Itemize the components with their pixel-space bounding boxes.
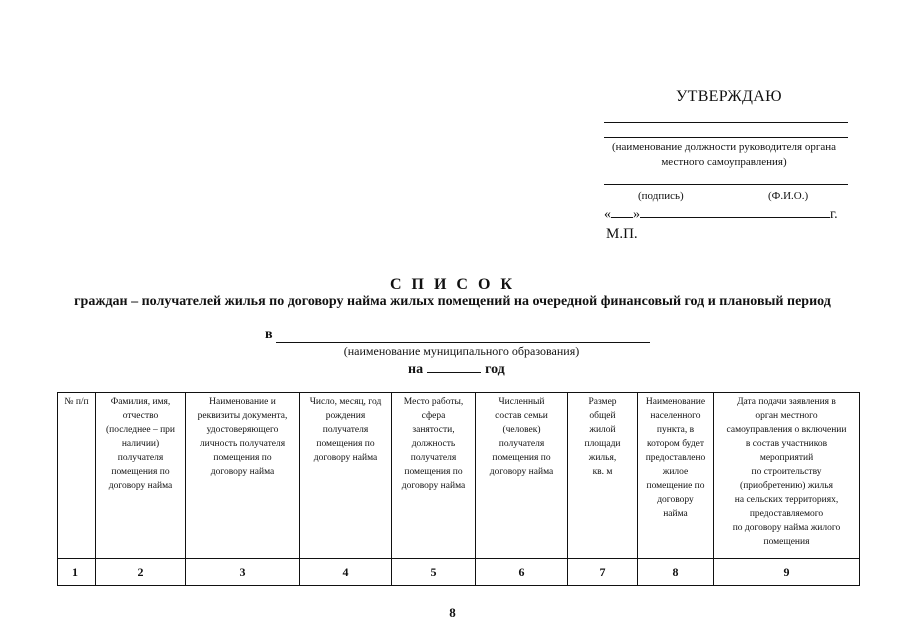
year-label: год bbox=[485, 362, 505, 377]
column-number-cell: 2 bbox=[96, 559, 186, 586]
municipality-caption: (наименование муниципального образования) bbox=[343, 344, 580, 358]
column-number-cell: 3 bbox=[186, 559, 300, 586]
signature-line bbox=[604, 184, 848, 185]
approval-title: УТВЕРЖДАЮ bbox=[676, 88, 782, 105]
column-number-cell: 6 bbox=[476, 559, 568, 586]
position-caption: (наименование должности руководителя органа местного самоуправления) bbox=[612, 141, 836, 168]
header-cell: Наименование населенного пункта, в котором будет предоставлено жилое помещение по договору найма bbox=[638, 393, 714, 559]
position-line bbox=[604, 122, 848, 123]
municipality-line bbox=[276, 342, 650, 343]
table-header-row bbox=[58, 393, 860, 559]
document-subtitle: граждан – получателей жилья по договору найма жилых помещений на очередной финансовый год и плановый период bbox=[74, 294, 831, 309]
year-suffix: г. bbox=[830, 207, 838, 222]
column-number-cell: 9 bbox=[714, 559, 860, 586]
in-label: в bbox=[265, 327, 273, 342]
date-open-quote: « bbox=[604, 207, 611, 222]
month-blank bbox=[640, 204, 830, 218]
header-cell: Число, месяц, год рождения получателя помещения по договору найма bbox=[300, 393, 392, 559]
column-number-cell: 7 bbox=[568, 559, 638, 586]
for-label: на bbox=[408, 362, 424, 377]
column-number-cell: 8 bbox=[638, 559, 714, 586]
page-number: 8 bbox=[449, 605, 456, 620]
column-number-cell: 1 bbox=[58, 559, 96, 586]
column-number-row bbox=[58, 559, 860, 586]
signature-label: (подпись) bbox=[638, 190, 684, 202]
position-line-2 bbox=[604, 137, 848, 138]
day-blank bbox=[611, 204, 633, 218]
header-cell: Численный состав семьи (человек) получателя помещения по договору найма bbox=[476, 393, 568, 559]
recipients-table bbox=[57, 392, 860, 586]
header-cell: Наименование и реквизиты документа, удостоверяющего личность получателя помещения по договору найма bbox=[186, 393, 300, 559]
header-cell: Место работы, сфера занятости, должность получателя помещения по договору найма bbox=[392, 393, 476, 559]
year-blank bbox=[427, 360, 481, 373]
date-close-quote: » bbox=[633, 207, 640, 222]
header-cell: № п/п bbox=[58, 393, 96, 559]
header-cell: Дата подачи заявления в орган местного самоуправления о включении в состав участников мероприятий по строительству (приобретению) жилья на сельских территориях, предоставляемого по договору найма жилого помещения bbox=[714, 393, 860, 559]
header-cell: Фамилия, имя, отчество (последнее – при наличии) получателя помещения по договору найма bbox=[96, 393, 186, 559]
document-title: С П И С О К bbox=[389, 276, 516, 293]
column-number-cell: 5 bbox=[392, 559, 476, 586]
header-cell: Размер общей жилой площади жилья, кв. м bbox=[568, 393, 638, 559]
approval-date bbox=[604, 204, 854, 223]
column-number-cell: 4 bbox=[300, 559, 392, 586]
stamp-label: М.П. bbox=[606, 226, 638, 242]
year-row bbox=[408, 360, 505, 378]
fio-label: (Ф.И.О.) bbox=[768, 190, 809, 202]
